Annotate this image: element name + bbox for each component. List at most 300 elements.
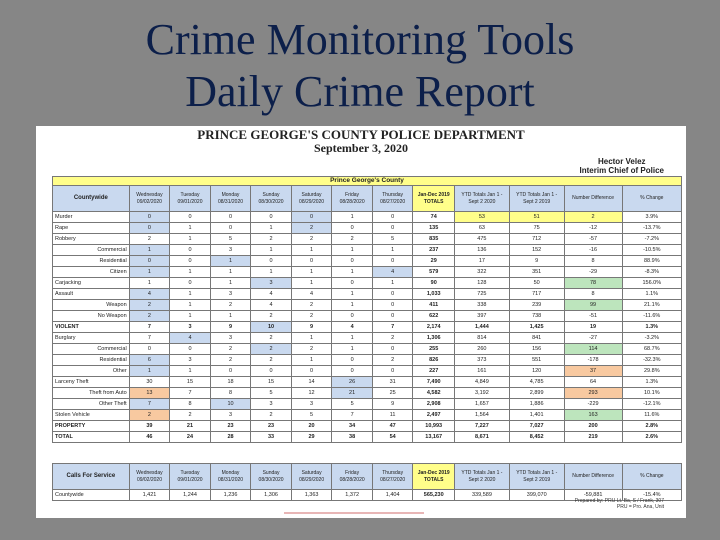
table-cell: 7,027 <box>509 421 564 432</box>
row-label: Carjacking <box>53 278 130 289</box>
table-cell: 7 <box>372 322 413 333</box>
table-row <box>53 234 682 245</box>
table-cell: 9 <box>509 256 564 267</box>
column-header: YTD Totals Jan 1 - Sept 2 2019 <box>509 186 564 212</box>
table-cell: 1 <box>129 278 170 289</box>
table-cell: 2.6% <box>622 432 681 443</box>
table-cell: 1.3% <box>622 377 681 388</box>
table-cell: 152 <box>509 245 564 256</box>
table-cell: 227 <box>413 366 455 377</box>
table-cell: 3 <box>210 333 251 344</box>
column-header: Thursday 08/27/2020 <box>372 186 413 212</box>
table-cell: 2 <box>129 410 170 421</box>
table-cell: 0 <box>372 289 413 300</box>
column-header: Number Difference <box>564 464 622 490</box>
table-cell: 0 <box>372 256 413 267</box>
table-cell: 12 <box>291 388 332 399</box>
table-cell: 1,306 <box>413 333 455 344</box>
column-header-calls: Calls For Service <box>53 464 130 490</box>
table-cell: 4,785 <box>509 377 564 388</box>
table-cell: 3 <box>210 245 251 256</box>
table-cell: 10,993 <box>413 421 455 432</box>
table-cell: 0 <box>291 212 332 223</box>
table-cell: 5 <box>291 410 332 421</box>
table-cell: 1,363 <box>291 490 332 501</box>
chief-title: Interim Chief of Police <box>579 166 664 175</box>
table-cell: 0 <box>372 223 413 234</box>
table-cell: 1,421 <box>129 490 170 501</box>
table-cell: 1,372 <box>332 490 373 501</box>
table-cell: 0 <box>129 344 170 355</box>
table-cell: 46 <box>129 432 170 443</box>
table-cell: 1 <box>170 300 211 311</box>
table-cell: 1 <box>129 245 170 256</box>
row-label: Larceny Theft <box>53 377 130 388</box>
table-cell: 0 <box>251 212 292 223</box>
table-cell: 2 <box>291 223 332 234</box>
table-cell: 1 <box>291 278 332 289</box>
table-cell: 0 <box>170 278 211 289</box>
table-cell: 1 <box>170 366 211 377</box>
table-cell: 0 <box>251 256 292 267</box>
table-cell: 260 <box>455 344 510 355</box>
row-label: Countywide <box>53 490 130 501</box>
table-cell: 1 <box>170 234 211 245</box>
table-cell: 114 <box>564 344 622 355</box>
table-cell: 1 <box>332 289 373 300</box>
table-cell: 2 <box>251 344 292 355</box>
table-cell: 2 <box>251 311 292 322</box>
county-banner-row <box>53 177 682 186</box>
row-label: Rape <box>53 223 130 234</box>
table-cell: 1,444 <box>455 322 510 333</box>
table-row <box>53 256 682 267</box>
table-cell: 200 <box>564 421 622 432</box>
table-cell: 7 <box>129 399 170 410</box>
table-cell: 1 <box>291 355 332 366</box>
table-cell: 1,425 <box>509 322 564 333</box>
table-cell: 0 <box>372 366 413 377</box>
table-cell: 161 <box>455 366 510 377</box>
table-cell: 1 <box>291 245 332 256</box>
table-cell: 8 <box>210 388 251 399</box>
table-cell: 1 <box>332 300 373 311</box>
table-cell: 99 <box>564 300 622 311</box>
table-cell: 30 <box>129 377 170 388</box>
table-cell: 2,899 <box>509 388 564 399</box>
table-cell: 1 <box>170 311 211 322</box>
table-cell: 2 <box>251 333 292 344</box>
table-cell: 219 <box>564 432 622 443</box>
row-label: TOTAL <box>53 432 130 443</box>
table-cell: -51 <box>564 311 622 322</box>
column-header: Monday 08/31/2020 <box>210 186 251 212</box>
slide-title-line1: Crime Monitoring Tools <box>145 15 575 64</box>
table-cell: 88.9% <box>622 256 681 267</box>
table-cell: 841 <box>509 333 564 344</box>
table-cell: 13 <box>129 388 170 399</box>
table-cell: 3,192 <box>455 388 510 399</box>
table-cell: 3 <box>210 289 251 300</box>
table-cell: 3 <box>291 399 332 410</box>
table-cell: 1 <box>170 223 211 234</box>
table-cell: 0 <box>332 278 373 289</box>
table-cell: 4 <box>251 300 292 311</box>
table-cell: 255 <box>413 344 455 355</box>
table-cell: 4,849 <box>455 377 510 388</box>
table-row <box>53 322 682 333</box>
table-cell: 1,244 <box>170 490 211 501</box>
table-cell: 1,033 <box>413 289 455 300</box>
prepared-by-note <box>575 498 664 510</box>
prepared-by: Prepared by: PRU Lt. Ba, S / Frank, 307 <box>574 498 664 504</box>
table-cell: 3 <box>170 322 211 333</box>
table-cell: 0 <box>129 256 170 267</box>
table-cell: 738 <box>509 311 564 322</box>
table-cell: 10.1% <box>622 388 681 399</box>
table-cell: 1 <box>332 245 373 256</box>
table-cell: 1.3% <box>622 322 681 333</box>
table-cell: 0 <box>129 223 170 234</box>
table-cell: 2 <box>251 355 292 366</box>
table-cell: 239 <box>509 300 564 311</box>
table-cell: 54 <box>372 432 413 443</box>
column-header: Sunday 08/30/2020 <box>251 186 292 212</box>
table-cell: 4 <box>170 333 211 344</box>
table-cell: 826 <box>413 355 455 366</box>
table-cell: -8.3% <box>622 267 681 278</box>
table-cell: 9 <box>291 322 332 333</box>
table-cell: 1 <box>251 223 292 234</box>
chief-name: Hector Velez <box>597 157 646 166</box>
table-cell: 1 <box>291 333 332 344</box>
table-cell: 1.1% <box>622 289 681 300</box>
table-cell: 0 <box>129 212 170 223</box>
table-cell: 0 <box>332 311 373 322</box>
table-cell: 322 <box>455 267 510 278</box>
table-cell: 8 <box>564 256 622 267</box>
table-cell: 1 <box>210 311 251 322</box>
table-cell: 3 <box>170 355 211 366</box>
table-cell: -32.3% <box>622 355 681 366</box>
table-cell: 399,070 <box>509 490 564 501</box>
slide-title-line2: Daily Crime Report <box>185 67 535 116</box>
table-cell: 14 <box>291 377 332 388</box>
row-label: VIOLENT <box>53 322 130 333</box>
prepared-unit: PRU = Pro. Ana, Unit <box>616 504 664 510</box>
table-cell: 1 <box>210 278 251 289</box>
table-cell: 9 <box>372 399 413 410</box>
table-cell: 0 <box>332 256 373 267</box>
table-cell: 293 <box>564 388 622 399</box>
table-cell: 63 <box>455 223 510 234</box>
table-cell: 717 <box>509 289 564 300</box>
column-header: YTD Totals Jan 1 - Sept 2 2020 <box>455 186 510 212</box>
table-cell: 2,497 <box>413 410 455 421</box>
table-cell: -7.2% <box>622 234 681 245</box>
table-cell: 1 <box>332 344 373 355</box>
row-label: PROPERTY <box>53 421 130 432</box>
table-cell: 3 <box>251 278 292 289</box>
table-cell: -10.5% <box>622 245 681 256</box>
table-cell: 1,657 <box>455 399 510 410</box>
table-cell: 26 <box>332 377 373 388</box>
table-row <box>53 377 682 388</box>
table-cell: 28 <box>210 432 251 443</box>
row-label: Commercial <box>53 245 130 256</box>
table-cell: 2 <box>564 212 622 223</box>
table-cell: 2.8% <box>622 421 681 432</box>
column-header: Wednesday 09/02/2020 <box>129 186 170 212</box>
row-label: Residential <box>53 355 130 366</box>
table-cell: 5 <box>210 234 251 245</box>
table-cell: -27 <box>564 333 622 344</box>
row-label: Residential <box>53 256 130 267</box>
table-cell: 5 <box>372 234 413 245</box>
table-cell: -59,881 <box>564 490 622 501</box>
table-cell: 1 <box>372 278 413 289</box>
table-cell: 397 <box>455 311 510 322</box>
chief-signature <box>580 157 664 175</box>
row-label: Assault <box>53 289 130 300</box>
table-cell: 1 <box>251 245 292 256</box>
column-header: Sunday 08/30/2020 <box>251 464 292 490</box>
table-cell: 1 <box>129 366 170 377</box>
table-cell: 338 <box>455 300 510 311</box>
table-cell: 1 <box>251 267 292 278</box>
table-cell: 2,908 <box>413 399 455 410</box>
table-cell: 0 <box>291 366 332 377</box>
table-cell: 50 <box>509 278 564 289</box>
table-cell: 814 <box>455 333 510 344</box>
table-cell: 8 <box>170 399 211 410</box>
table-cell: 4 <box>291 289 332 300</box>
table-cell: 31 <box>372 377 413 388</box>
table-cell: 1 <box>170 289 211 300</box>
table-cell: 373 <box>455 355 510 366</box>
table-header <box>53 186 682 212</box>
table-cell: 15 <box>170 377 211 388</box>
table-cell: 25 <box>372 388 413 399</box>
table-cell: 1 <box>372 245 413 256</box>
table-row <box>53 344 682 355</box>
table-cell: 78 <box>564 278 622 289</box>
table-cell: 21.1% <box>622 300 681 311</box>
row-label: Other <box>53 366 130 377</box>
table-cell: 5 <box>251 388 292 399</box>
table-cell: 1 <box>332 333 373 344</box>
table-cell: 2 <box>372 333 413 344</box>
table-cell: 579 <box>413 267 455 278</box>
table-cell: 64 <box>564 377 622 388</box>
table-cell: 2 <box>291 311 332 322</box>
table-cell: 68.7% <box>622 344 681 355</box>
table-cell: 0 <box>210 223 251 234</box>
calls-table-header <box>53 464 682 490</box>
table-cell: 37 <box>564 366 622 377</box>
table-cell: 0 <box>332 366 373 377</box>
table-row <box>53 212 682 223</box>
table-cell: 11 <box>372 410 413 421</box>
column-header: YTD Totals Jan 1 - Sept 2 2020 <box>455 464 510 490</box>
column-header: Tuesday 09/01/2020 <box>170 464 211 490</box>
table-row <box>53 267 682 278</box>
table-cell: -57 <box>564 234 622 245</box>
table-cell: 0 <box>372 300 413 311</box>
table-row <box>53 245 682 256</box>
column-header: Jan-Dec 2019 TOTALS <box>413 464 455 490</box>
table-cell: 0 <box>170 256 211 267</box>
table-cell: 24 <box>170 432 211 443</box>
row-label: No Weapon <box>53 311 130 322</box>
table-cell: 3.9% <box>622 212 681 223</box>
table-cell: 6 <box>129 355 170 366</box>
table-cell: 163 <box>564 410 622 421</box>
table-row <box>53 333 682 344</box>
row-label: Theft from Auto <box>53 388 130 399</box>
slide-title <box>0 14 720 118</box>
table-cell: 18 <box>210 377 251 388</box>
column-header: Number Difference <box>564 186 622 212</box>
table-cell: 34 <box>332 421 373 432</box>
table-cell: 0 <box>170 212 211 223</box>
table-cell: 622 <box>413 311 455 322</box>
table-cell: 33 <box>251 432 292 443</box>
table-cell: 0 <box>291 256 332 267</box>
table-cell: 411 <box>413 300 455 311</box>
table-cell: 0 <box>170 344 211 355</box>
footer-link-line <box>284 512 424 514</box>
row-label: Citizen <box>53 267 130 278</box>
table-cell: 2 <box>129 300 170 311</box>
table-cell: 19 <box>564 322 622 333</box>
table-row <box>53 355 682 366</box>
table-cell: 2 <box>210 355 251 366</box>
table-cell: 1 <box>332 267 373 278</box>
table-cell: 3 <box>210 410 251 421</box>
table-cell: 725 <box>455 289 510 300</box>
report-date: September 3, 2020 <box>313 141 409 155</box>
table-cell: 20 <box>291 421 332 432</box>
table-cell: 2 <box>210 300 251 311</box>
table-cell: 15 <box>251 377 292 388</box>
table-cell: 2 <box>251 410 292 421</box>
table-row <box>53 311 682 322</box>
column-header: Friday 08/28/2020 <box>332 464 373 490</box>
row-label: Commercial <box>53 344 130 355</box>
table-cell: 4 <box>251 289 292 300</box>
table-cell: -15.4% <box>622 490 681 501</box>
table-cell: 7 <box>129 333 170 344</box>
table-cell: 2 <box>372 355 413 366</box>
table-cell: 156 <box>509 344 564 355</box>
table-cell: 135 <box>413 223 455 234</box>
table-cell: 29.8% <box>622 366 681 377</box>
table-cell: 1,236 <box>210 490 251 501</box>
table-cell: 13,167 <box>413 432 455 443</box>
table-cell: 23 <box>210 421 251 432</box>
column-header: Thursday 08/27/2020 <box>372 464 413 490</box>
column-header: YTD Totals Jan 1 - Sept 2 2019 <box>509 464 564 490</box>
column-header: Jan-Dec 2019 TOTALS <box>413 186 455 212</box>
column-header: Saturday 08/29/2020 <box>291 464 332 490</box>
table-cell: 2 <box>129 234 170 245</box>
table-cell: 38 <box>332 432 373 443</box>
table-row <box>53 300 682 311</box>
table-cell: 120 <box>509 366 564 377</box>
table-cell: 47 <box>372 421 413 432</box>
table-cell: 0 <box>210 366 251 377</box>
table-row <box>53 410 682 421</box>
table-cell: 10 <box>251 322 292 333</box>
column-header: Monday 08/31/2020 <box>210 464 251 490</box>
table-row <box>53 223 682 234</box>
table-cell: 39 <box>129 421 170 432</box>
table-cell: 0 <box>372 344 413 355</box>
table-cell: 565,230 <box>413 490 455 501</box>
table-cell: 0 <box>170 245 211 256</box>
table-cell: 128 <box>455 278 510 289</box>
table-row <box>53 432 682 443</box>
table-cell: 1 <box>291 267 332 278</box>
table-cell: 1 <box>332 212 373 223</box>
table-cell: 9 <box>210 322 251 333</box>
table-cell: 4,582 <box>413 388 455 399</box>
table-cell: 5 <box>332 399 373 410</box>
table-cell: 1 <box>129 267 170 278</box>
table-cell: -16 <box>564 245 622 256</box>
table-cell: 75 <box>509 223 564 234</box>
table-cell: 475 <box>455 234 510 245</box>
table-cell: 10 <box>210 399 251 410</box>
table-cell: 0 <box>372 212 413 223</box>
table-cell: 2 <box>332 234 373 245</box>
table-cell: 2,174 <box>413 322 455 333</box>
table-cell: 835 <box>413 234 455 245</box>
table-cell: 1,306 <box>251 490 292 501</box>
table-cell: 351 <box>509 267 564 278</box>
table-cell: 1 <box>210 267 251 278</box>
table-cell: 1,401 <box>509 410 564 421</box>
table-cell: 1,886 <box>509 399 564 410</box>
department-name: PRINCE GEORGE'S COUNTY POLICE DEPARTMENT <box>197 127 525 142</box>
table-cell: -11.6% <box>622 311 681 322</box>
table-cell: -12 <box>564 223 622 234</box>
table-cell: -13.7% <box>622 223 681 234</box>
table-cell: 7 <box>129 322 170 333</box>
table-cell: 51 <box>509 212 564 223</box>
table-cell: 21 <box>170 421 211 432</box>
table-cell: 4 <box>372 267 413 278</box>
table-cell: 29 <box>413 256 455 267</box>
row-label: Robbery <box>53 234 130 245</box>
column-header: Saturday 08/29/2020 <box>291 186 332 212</box>
table-cell: -3.2% <box>622 333 681 344</box>
column-header: Tuesday 09/01/2020 <box>170 186 211 212</box>
table-cell: 156.0% <box>622 278 681 289</box>
table-cell: 29 <box>291 432 332 443</box>
column-header: Friday 08/28/2020 <box>332 186 373 212</box>
table-cell: 0 <box>332 355 373 366</box>
table-cell: 0 <box>210 212 251 223</box>
table-cell: 2 <box>291 300 332 311</box>
table-cell: 0 <box>372 311 413 322</box>
table-cell: 4 <box>129 289 170 300</box>
row-label: Burglary <box>53 333 130 344</box>
table-row <box>53 278 682 289</box>
table-cell: 0 <box>332 223 373 234</box>
table-cell: 7,227 <box>455 421 510 432</box>
